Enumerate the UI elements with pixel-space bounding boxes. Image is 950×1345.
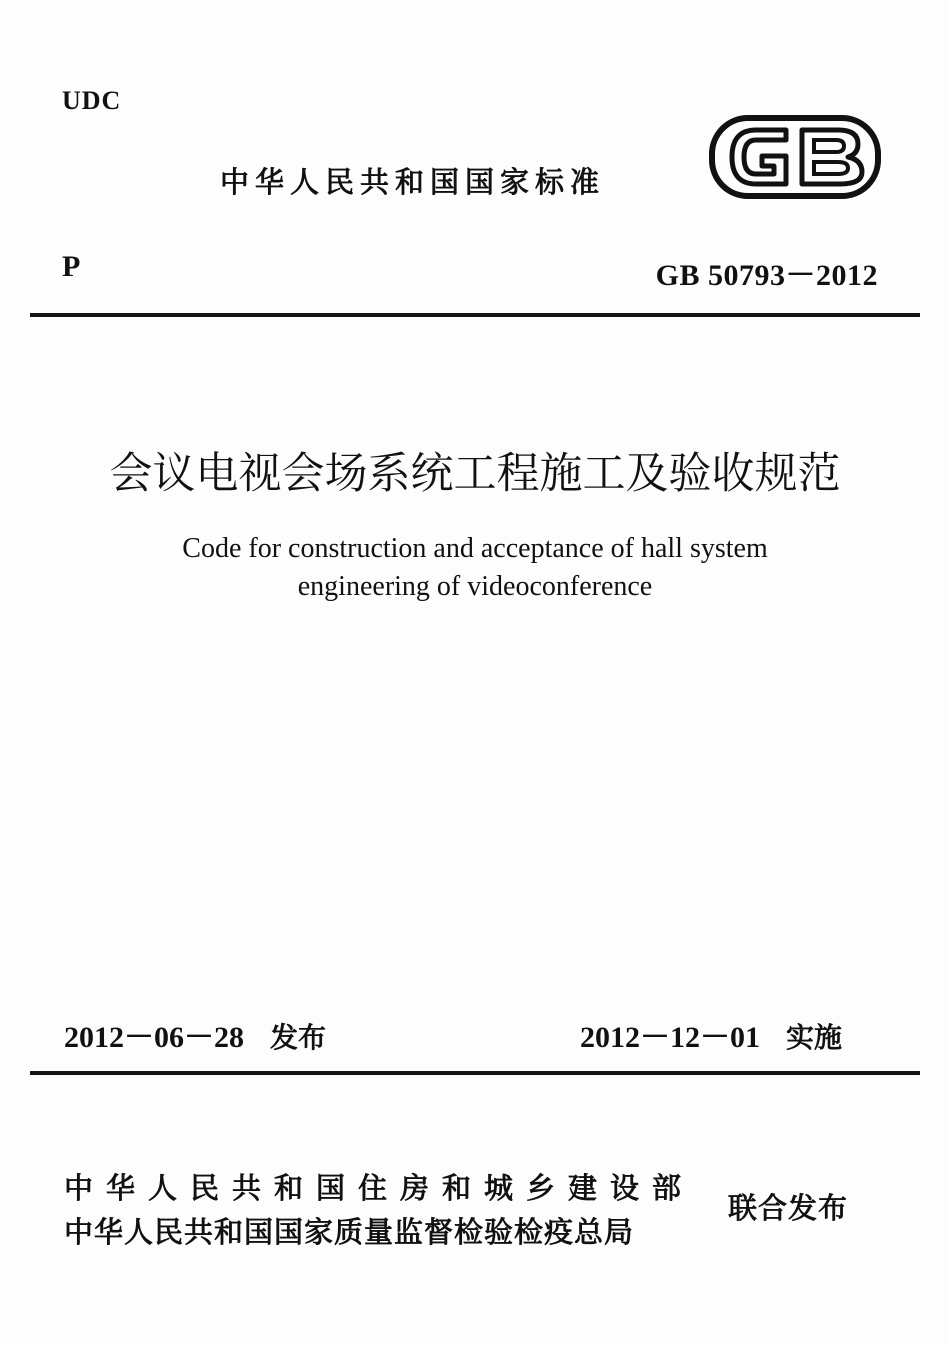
issue-label: 发布 (270, 1021, 327, 1054)
joint-issue-label: 联合发布 (728, 1191, 849, 1225)
gb-logo-icon (708, 112, 882, 202)
issue-date-row (64, 1012, 326, 1056)
effective-label: 实施 (786, 1021, 843, 1054)
title-english-line-1: Code for construction and acceptance of hall system (182, 533, 768, 564)
issuer-line-2: 中华人民共和国国家质量监督检验检疫总局 (64, 1215, 635, 1249)
udc-label: UDC (62, 86, 122, 115)
standard-number: GB 50793－2012 (655, 259, 878, 292)
national-standard-heading: 中华人民共和国国家标准 (220, 165, 606, 199)
classification-letter: P (62, 250, 81, 283)
issue-date: 2012－06－28 (64, 1021, 244, 1054)
effective-date: 2012－12－01 (580, 1021, 760, 1054)
title-chinese: 会议电视会场系统工程施工及验收规范 (109, 449, 841, 499)
title-english-line-2: engineering of videoconference (297, 571, 653, 602)
top-divider (30, 313, 920, 317)
bottom-divider (30, 1071, 920, 1075)
issuer-line-1: 中华人民共和国住房和城乡建设部 (64, 1171, 695, 1205)
effective-date-row (580, 1012, 842, 1056)
